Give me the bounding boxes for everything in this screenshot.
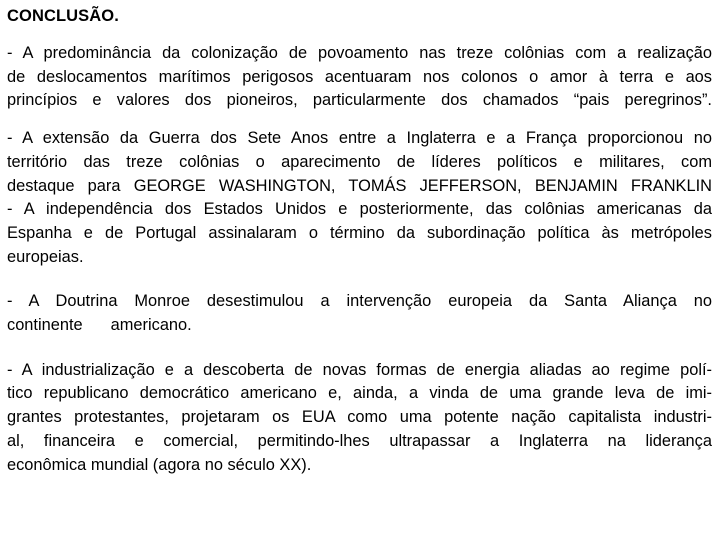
conclusion-heading: CONCLUSÃO.	[7, 7, 119, 25]
document-body	[7, 4, 712, 477]
paragraph-colonization	[7, 42, 712, 113]
paragraph-line: território das treze colônias o aparecimento de líderes políticos e militares, com	[7, 152, 712, 171]
paragraph-line-word: americano.	[110, 316, 192, 335]
paragraph-line: grantes protestantes, projetaram os EUA como uma potente nação capitalista industri-	[7, 408, 712, 427]
paragraph-line: princípios e valores dos pioneiros, particularmente dos chamados “pais peregrinos”.	[7, 91, 712, 110]
paragraph-line	[7, 314, 712, 338]
paragraph-line-word: continente	[7, 316, 83, 335]
paragraph-monroe-doctrine	[7, 290, 712, 337]
paragraph-line: - A extensão da Guerra dos Sete Anos entre a Inglaterra e a França proporcionou no	[7, 129, 712, 148]
paragraph-line: Espanha e de Portugal assinalaram o término da subordinação política às metrópoles	[7, 223, 712, 242]
paragraph-line: al, financeira e comercial, permitindo-lhes ultrapassar a Inglaterra na liderança	[7, 431, 712, 450]
paragraph-line: - A independência dos Estados Unidos e posteriormente, das colônias americanas da	[7, 200, 712, 219]
paragraph-seven-years-war	[7, 127, 712, 269]
paragraph-line: europeias.	[7, 247, 84, 266]
paragraph-line: destaque para GEORGE WASHINGTON, TOMÁS JEFFERSON, BENJAMIN FRANKLIN	[7, 176, 712, 195]
paragraph-line: de deslocamentos marítimos perigosos acentuaram nos colonos o amor à terra e aos	[7, 67, 712, 86]
paragraph-line: - A predominância da colonização de povoamento nas treze colônias com a realização	[7, 44, 712, 62]
paragraph-line: - A Doutrina Monroe desestimulou a intervenção europeia da Santa Aliança no	[7, 292, 712, 311]
paragraph-industrialization	[7, 359, 712, 478]
paragraph-line: tico republicano democrático americano e, ainda, a vinda de uma grande leva de imi-	[7, 384, 712, 403]
paragraph-line: - A industrialização e a descoberta de novas formas de energia aliadas ao regime polí-	[7, 360, 712, 379]
paragraph-line: econômica mundial (agora no século XX).	[7, 455, 312, 474]
